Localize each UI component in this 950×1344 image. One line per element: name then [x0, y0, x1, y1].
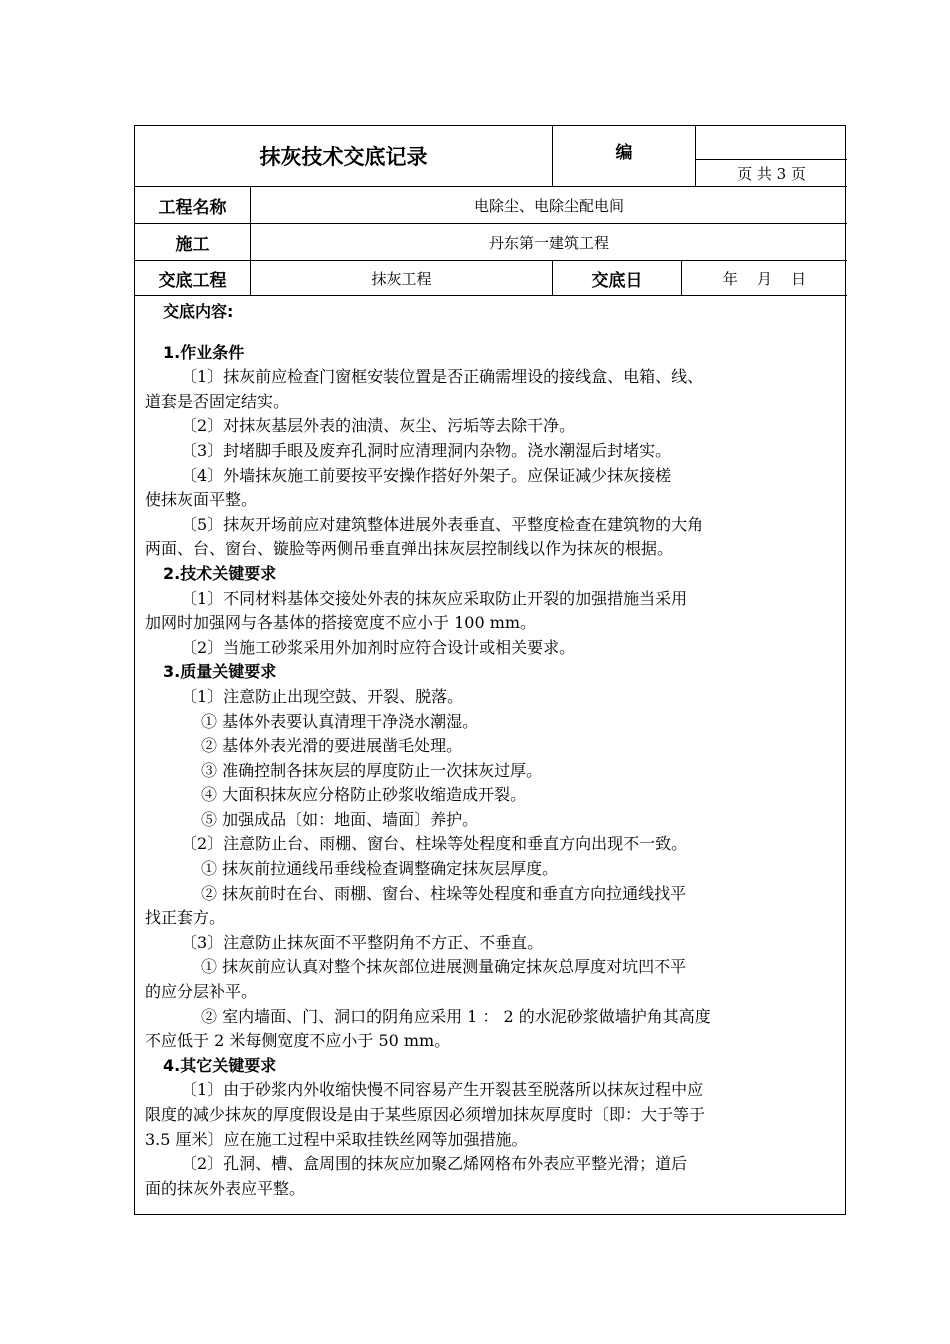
number-value-cell: [696, 126, 847, 160]
content-line: 不应低于 2 米每侧宽度不应小于 50 mm。: [145, 1031, 451, 1051]
section-heading: 1.作业条件: [163, 342, 245, 362]
content-line: 〔1〕注意防止出现空鼓、开裂、脱落。: [181, 686, 464, 706]
content-line: ④ 大面积抹灰应分格防止砂浆收缩造成开裂。: [201, 785, 527, 805]
content-line: ① 抹灰前拉通线吊垂线检查调整确定抹灰层厚度。: [201, 859, 559, 879]
content-line: 使抹灰面平整。: [145, 490, 258, 510]
content-line: 〔1〕由于砂浆内外收缩快慢不同容易产生开裂甚至脱落所以抹灰过程中应: [181, 1080, 704, 1100]
content-line: 两面、台、窗台、镟脸等两侧吊垂直弹出抹灰层控制线以作为抹灰的根据。: [145, 539, 674, 559]
content-line: 〔1〕抹灰前应检查门窗框安装位置是否正确需埋设的接线盒、电箱、线、: [181, 367, 704, 387]
work-value: 抹灰工程: [251, 261, 553, 296]
content-line: 〔2〕孔洞、槽、盒周围的抹灰应加聚乙烯网格布外表应平整光滑；道后: [181, 1154, 688, 1174]
content-line: ① 基体外表要认真清理干净浇水潮湿。: [201, 711, 479, 731]
content-line: 〔3〕注意防止抹灰面不平整阴角不方正、不垂直。: [181, 932, 544, 952]
content-line: ⑤ 加强成品〔如：地面、墙面〕养护。: [201, 809, 479, 829]
content-line: ② 基体外表光滑的要进展凿毛处理。: [201, 736, 463, 756]
content-line: 〔4〕外墙抹灰施工前要按平安操作搭好外架子。应保证减少抹灰接槎: [181, 465, 672, 485]
construction-value: 丹东第一建筑工程: [251, 224, 847, 261]
content-line: 找正套方。: [145, 908, 226, 928]
project-name-label: 工程名称: [135, 187, 251, 224]
content-line: ② 室内墙面、门、洞口的阴角应采用 1 ： 2 的水泥砂浆做墙护角其高度: [201, 1006, 711, 1026]
content-line: ② 抹灰前时在台、雨棚、窗台、柱垛等处程度和垂直方向拉通线找平: [201, 883, 687, 903]
date-label: 交底日: [553, 261, 682, 296]
section-heading: 4.其它关键要求: [163, 1055, 277, 1075]
date-value: 年 月 日: [682, 261, 847, 296]
section-heading: 2.技术关键要求: [163, 563, 277, 583]
content-line: 面的抹灰外表应平整。: [145, 1178, 306, 1198]
project-name-value: 电除尘、电除尘配电间: [251, 187, 847, 224]
construction-label: 施工: [135, 224, 251, 261]
disclosure-content: [145, 300, 845, 1201]
content-line: 〔2〕对抹灰基层外表的油渍、灰尘、污垢等去除干净。: [181, 416, 576, 436]
section-heading: 交底内容:: [163, 302, 234, 321]
content-line: 限度的减少抹灰的厚度假设是由于某些原因必须增加抹灰厚度时〔即：大于等于: [145, 1105, 706, 1124]
section-heading: 3.质量关键要求: [163, 662, 277, 682]
content-line: 〔5〕抹灰开场前应对建筑整体进展外表垂直、平整度检查在建筑物的大角: [181, 514, 704, 534]
content-line: 的应分层补平。: [145, 982, 258, 1002]
bian-label: 编: [553, 126, 696, 187]
content-line: 3.5 厘米〕应在施工过程中采取挂铁丝网等加强措施。: [145, 1129, 528, 1149]
content-line: 〔2〕当施工砂浆采用外加剂时应符合设计或相关要求。: [181, 637, 576, 657]
content-line: ① 抹灰前应认真对整个抹灰部位进展测量确定抹灰总厚度对坑凹不平: [201, 957, 687, 977]
page-info: 页 共 3 页: [696, 160, 847, 187]
content-line: 〔3〕封堵脚手眼及废弃孔洞时应清理洞内杂物。浇水潮湿后封堵实。: [181, 440, 672, 460]
content-line: 〔2〕注意防止台、雨棚、窗台、柱垛等处程度和垂直方向出现不一致。: [181, 834, 688, 854]
page-title: 抹灰技术交底记录: [135, 126, 553, 187]
content-line: 道套是否固定结实。: [145, 391, 290, 411]
content-line: ③ 准确控制各抹灰层的厚度防止一次抹灰过厚。: [201, 760, 543, 780]
work-label: 交底工程: [135, 261, 251, 296]
content-line: [145, 325, 845, 341]
content-line: 〔1〕不同材料基体交接处外表的抹灰应采取防止开裂的加强措施当采用: [181, 588, 688, 608]
content-line: 加网时加强网与各基体的搭接宽度不应小于 100 mm。: [145, 613, 537, 633]
